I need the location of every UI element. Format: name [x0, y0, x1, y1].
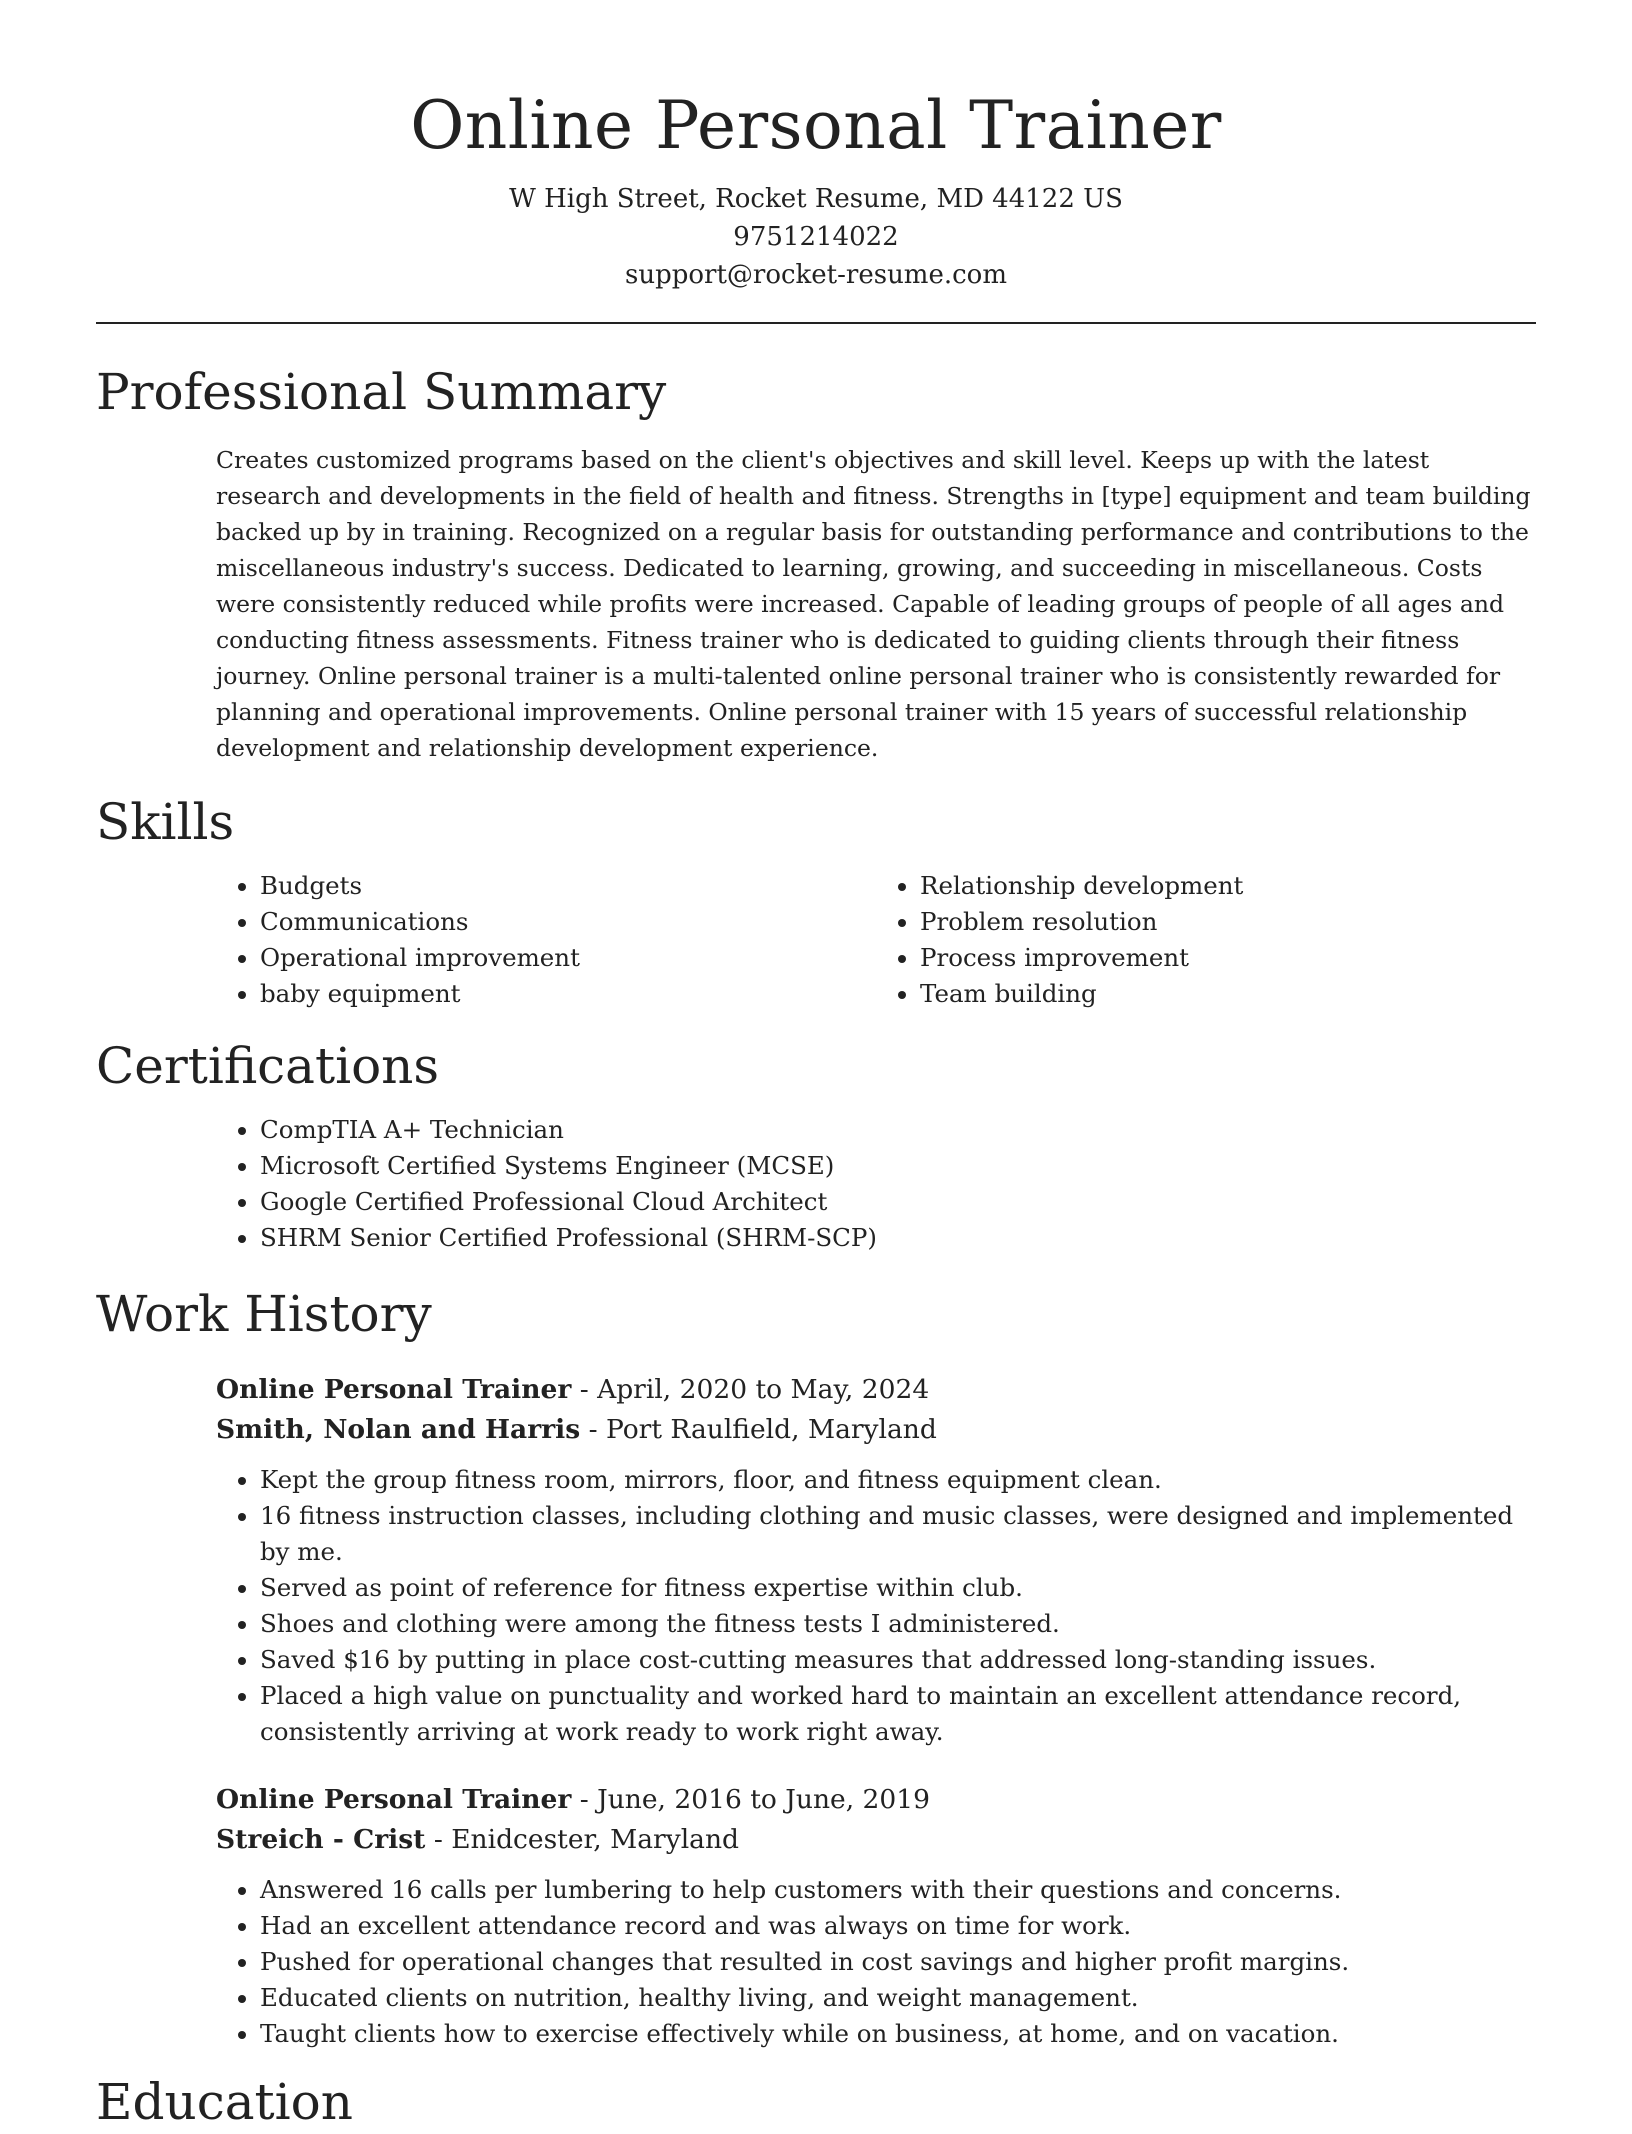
contact-phone: 9751214022	[733, 222, 899, 252]
skill-item: • Problem resolution	[920, 904, 1536, 940]
job-duty: • Educated clients on nutrition, healthy living, and weight management.	[260, 1980, 1536, 2016]
job-duty: • Served as point of reference for fitness expertise within club.	[260, 1570, 1536, 1606]
job-duty: • Shoes and clothing were among the fitness tests I administered.	[260, 1606, 1536, 1642]
job-title-line	[216, 1780, 1536, 1820]
summary-text: Creates customized programs based on the client's objectives and skill level. Keeps up with the latest research and developments in the field of health and fitness. Strengths in [type] equipment and team building backed up by in training. Recognized on a regular basis for outstanding performance and contributions to the miscellaneous industry's success. Dedicated to learning, growing, and succeeding in miscellaneous. Costs were consistently reduced while profits were increased. Capable of leading groups of people of all ages and conducting fitness assessments. Fitness trainer who is dedicated to guiding clients through their fitness journey. Online personal trainer is a multi-talented online personal trainer who is consistently rewarded for planning and operational improvements. Online personal trainer with 15 years of successful relationship development and relationship development experience.	[216, 446, 1531, 762]
skill-item: • Communications	[260, 904, 876, 940]
certification-item: • CompTIA A+ Technician	[260, 1112, 1536, 1148]
skills-grid	[96, 868, 1536, 1012]
job-duty: • Taught clients how to exercise effectively while on business, at home, and on vacation.	[260, 2016, 1536, 2052]
job-duty: • Saved $16 by putting in place cost-cutting measures that addressed long-standing issues.	[260, 1642, 1536, 1678]
skill-item: • Operational improvement	[260, 940, 876, 976]
skills-list-right	[876, 868, 1536, 1012]
job-duty: • Placed a high value on punctuality and worked hard to maintain an excellent attendance record, consistently arriving at work ready to work right away.	[260, 1678, 1536, 1750]
job-duties-list	[216, 1872, 1536, 2052]
certification-item: • SHRM Senior Certified Professional (SHRM-SCP)	[260, 1220, 1536, 1256]
job-entry	[216, 1370, 1536, 1750]
job-location: - Enidcester, Maryland	[425, 1824, 739, 1855]
skill-item: • Relationship development	[920, 868, 1536, 904]
job-position: Online Personal Trainer	[216, 1374, 572, 1405]
candidate-name: Online Personal Trainer	[410, 87, 1222, 164]
skills-list-left	[216, 868, 876, 1012]
skill-item: • Team building	[920, 976, 1536, 1012]
job-position: Online Personal Trainer	[216, 1784, 572, 1815]
resume-header	[96, 0, 1536, 294]
certification-item: • Microsoft Certified Systems Engineer (MCSE)	[260, 1148, 1536, 1184]
summary-heading: Professional Summary	[96, 363, 667, 421]
contact-email: support@rocket-resume.com	[624, 260, 1007, 290]
resume-page	[96, 0, 1536, 2134]
job-title-line	[216, 1370, 1536, 1410]
job-duties-list	[216, 1462, 1536, 1750]
job-location: - Port Raulfield, Maryland	[580, 1414, 937, 1445]
certifications-heading: Certifications	[96, 1037, 440, 1095]
header-divider	[96, 322, 1536, 324]
certification-item: • Google Certified Professional Cloud Architect	[260, 1184, 1536, 1220]
contact-address: W High Street, Rocket Resume, MD 44122 US	[509, 184, 1123, 214]
certifications-list	[216, 1112, 1536, 1256]
job-company-line	[216, 1820, 1536, 1860]
skills-heading: Skills	[96, 793, 235, 851]
skill-item: • Process improvement	[920, 940, 1536, 976]
skill-item: • baby equipment	[260, 976, 876, 1012]
job-duty: • Kept the group fitness room, mirrors, floor, and fitness equipment clean.	[260, 1462, 1536, 1498]
work-history-heading: Work History	[96, 1285, 432, 1343]
skill-item: • Budgets	[260, 868, 876, 904]
job-company-line	[216, 1410, 1536, 1450]
job-duty: • Answered 16 calls per lumbering to help customers with their questions and concerns.	[260, 1872, 1536, 1908]
job-dates: - April, 2020 to May, 2024	[571, 1374, 930, 1405]
job-duty: • Pushed for operational changes that resulted in cost savings and higher profit margins.	[260, 1944, 1536, 1980]
job-duty: • Had an excellent attendance record and was always on time for work.	[260, 1908, 1536, 1944]
job-company: Smith, Nolan and Harris	[216, 1414, 581, 1445]
education-heading: Education	[96, 2073, 353, 2131]
job-entry	[216, 1780, 1536, 2052]
job-duty: • 16 fitness instruction classes, including clothing and music classes, were designed and implemented by me.	[260, 1498, 1536, 1570]
job-company: Streich - Crist	[216, 1824, 426, 1855]
job-dates: - June, 2016 to June, 2019	[571, 1784, 930, 1815]
